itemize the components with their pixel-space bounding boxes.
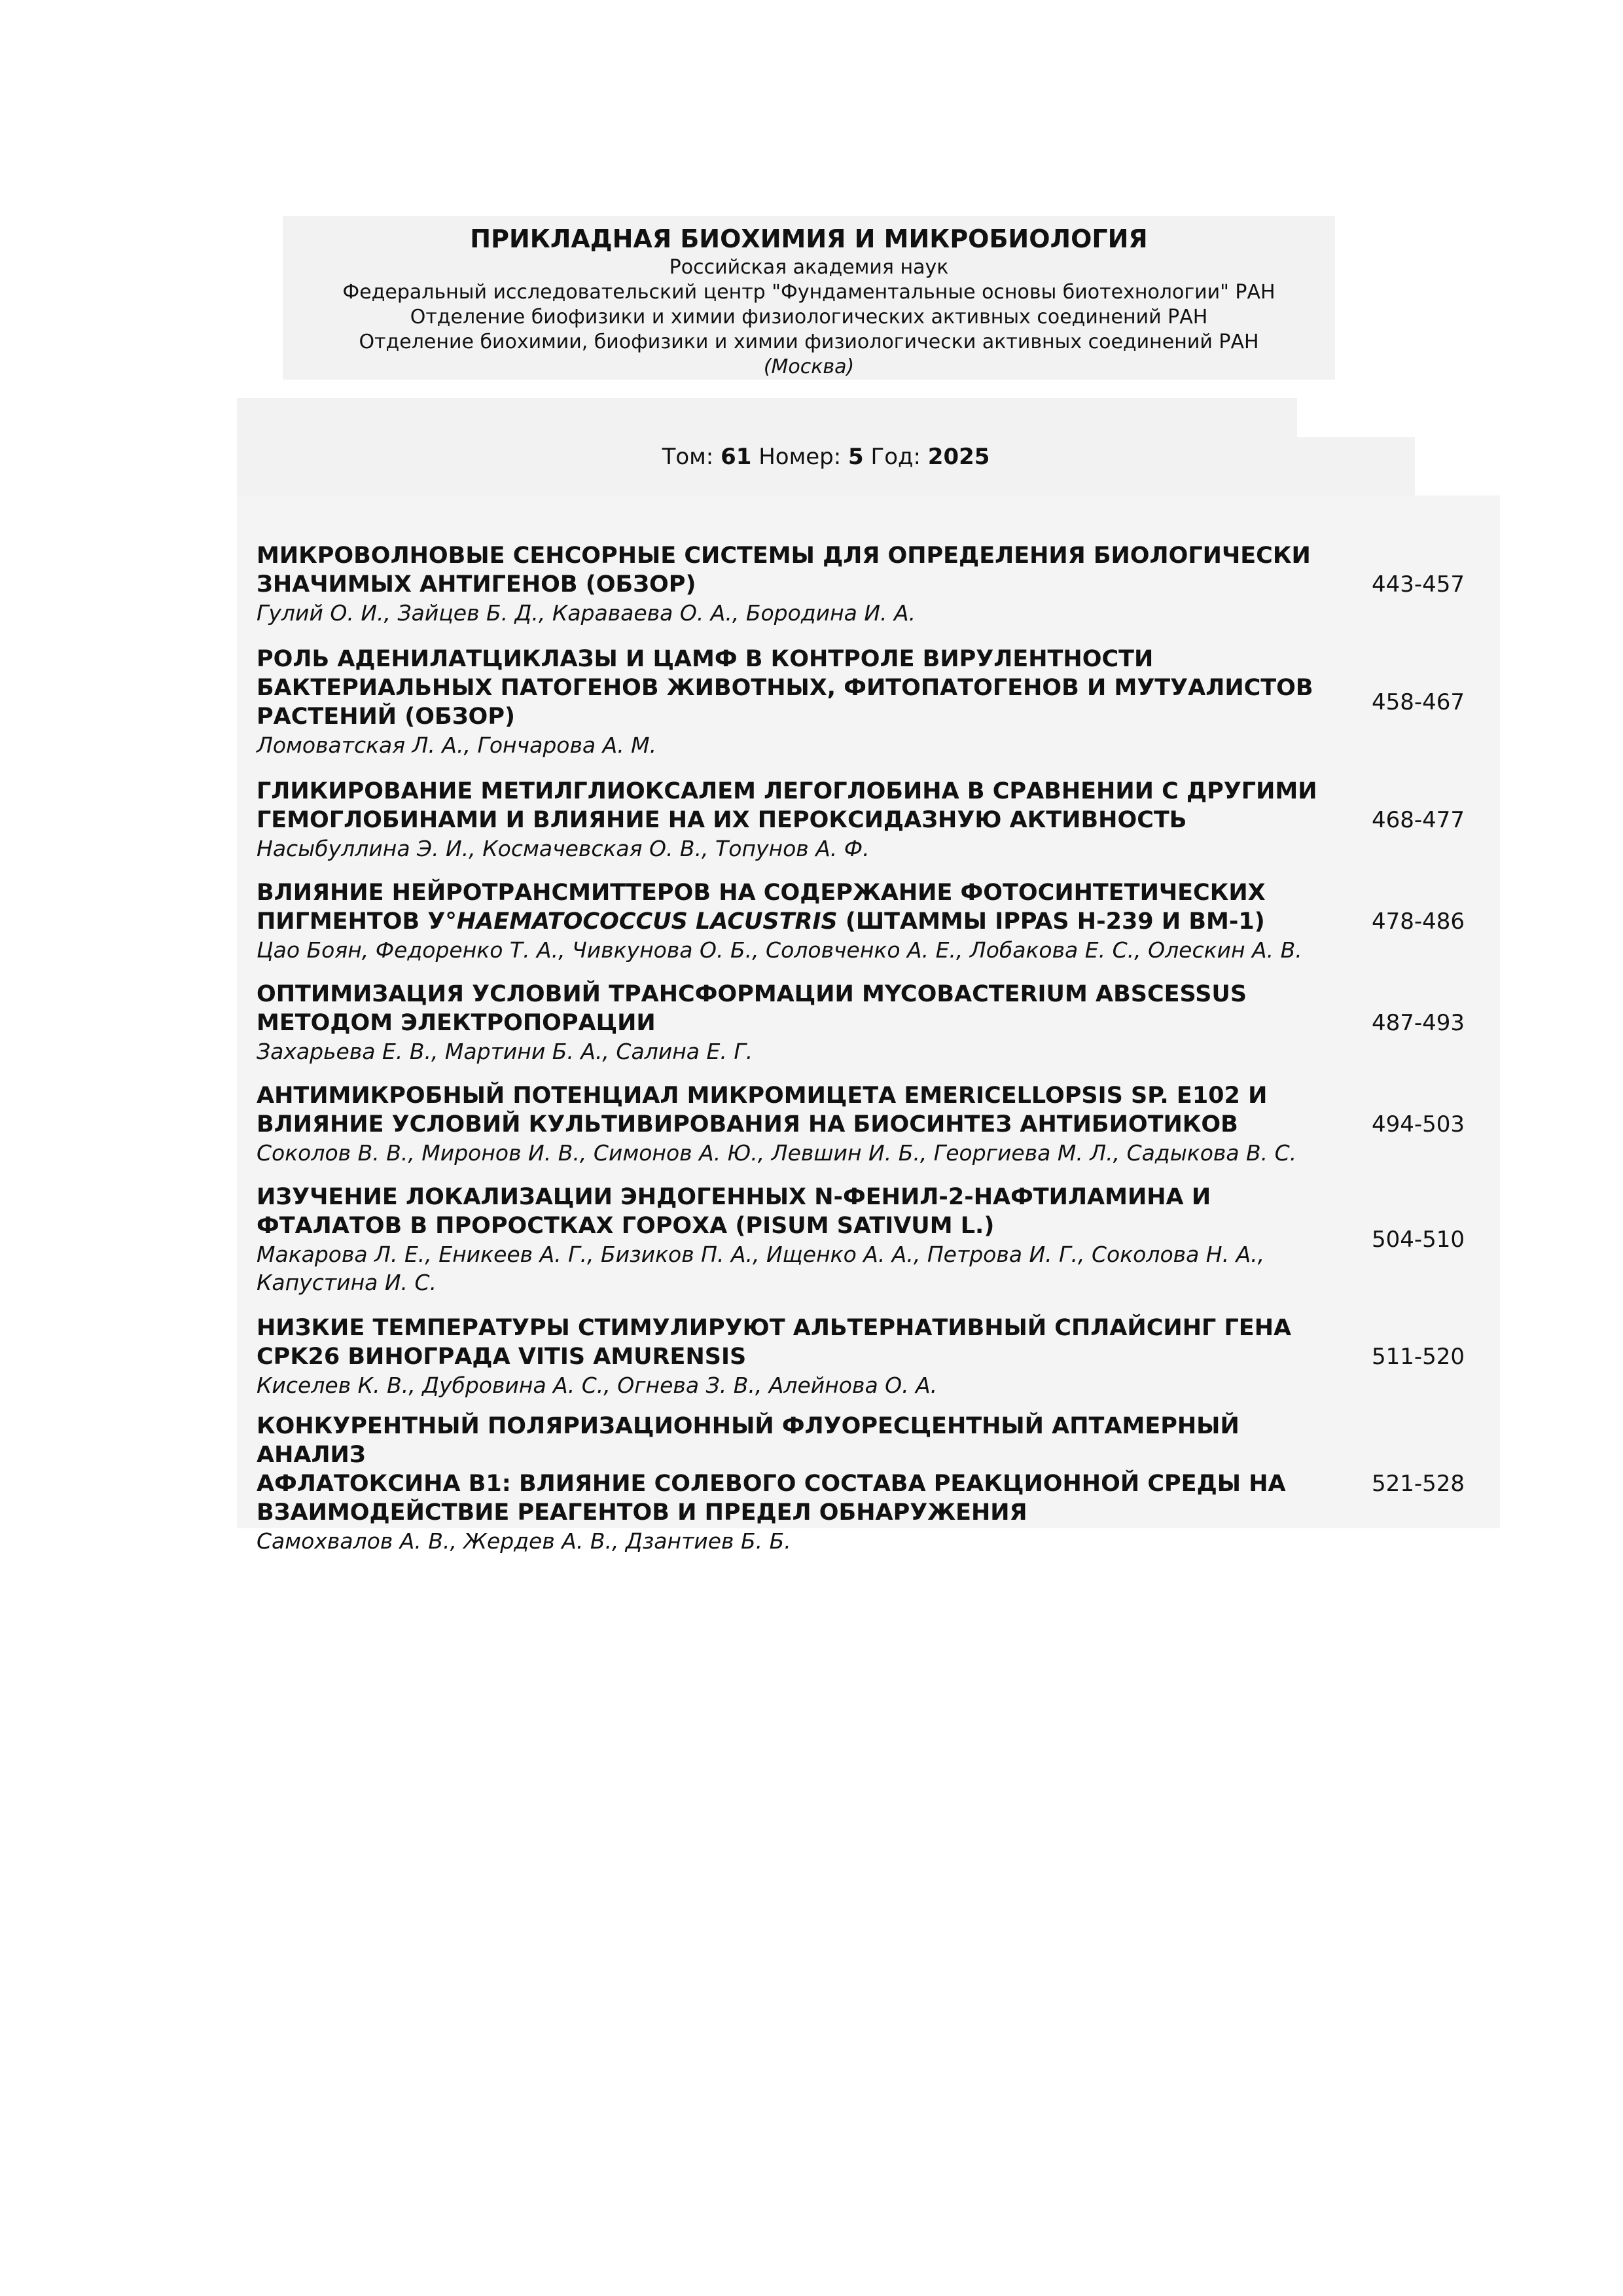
org-line: Российская академия наук [669, 256, 949, 279]
article-pages: 504-510 [1371, 1227, 1465, 1253]
org-line: Отделение биохимии, биофизики и химии физиологически активных соединений РАН [359, 331, 1259, 353]
article-pages: 468-477 [1371, 806, 1465, 833]
article-title[interactable]: ИЗУЧЕНИЕ ЛОКАЛИЗАЦИИ ЭНДОГЕННЫХ N-ФЕНИЛ-2-НАФТИЛАМИНА И ФТАЛАТОВ В ПРОРОСТКАХ ГОРОХА (PISUM SATIVUM L.) [257, 1184, 1211, 1239]
journal-header [283, 216, 1335, 380]
article-title[interactable]: ВЛИЯНИЕ НЕЙРОТРАНСМИТТЕРОВ НА СОДЕРЖАНИЕ ФОТОСИНТЕТИЧЕСКИХ ПИГМЕНТОВ У°HAEMATOCOCCUS LACUSTRIS (ШТАММЫ IPPAS H-239 И BM-1) [257, 880, 1266, 935]
volume-value: 61 [721, 444, 752, 470]
article-authors: Самохвалов А. В., Жердев А. В., Дзантиев Б. Б. [257, 1528, 791, 1554]
journal-city: (Москва) [763, 355, 855, 378]
article-pages: 443-457 [1371, 571, 1465, 598]
article-entry[interactable] [257, 1183, 1493, 1297]
article-pages: 478-486 [1371, 908, 1465, 935]
number-label: Номер: [758, 444, 842, 470]
year-label: Год: [870, 444, 921, 470]
article-entry[interactable] [257, 1412, 1493, 1555]
article-title[interactable]: РОЛЬ АДЕНИЛАТЦИКЛАЗЫ И ЦАМФ В КОНТРОЛЕ ВИРУЛЕНТНОСТИ БАКТЕРИАЛЬНЫХ ПАТОГЕНОВ ЖИВОТНЫХ, ФИТОПАТОГЕНОВ И МУТУАЛИСТОВ РАСТЕНИЙ (ОБЗОР) [257, 646, 1313, 730]
article-pages: 511-520 [1371, 1343, 1465, 1370]
article-entry[interactable] [257, 645, 1493, 759]
article-title[interactable]: ОПТИМИЗАЦИЯ УСЛОВИЙ ТРАНСФОРМАЦИИ MYCOBACTERIUM ABSCESSUS МЕТОДОМ ЭЛЕКТРОПОРАЦИИ [257, 981, 1247, 1036]
article-pages: 487-493 [1371, 1009, 1465, 1036]
article-entry[interactable] [257, 878, 1493, 964]
journal-title: ПРИКЛАДНАЯ БИОХИМИЯ И МИКРОБИОЛОГИЯ [470, 224, 1148, 253]
article-pages: 458-467 [1371, 689, 1465, 715]
article-title[interactable]: НИЗКИЕ ТЕМПЕРАТУРЫ СТИМУЛИРУЮТ АЛЬТЕРНАТИВНЫЙ СПЛАЙСИНГ ГЕНА CPK26 ВИНОГРАДА VITIS AMURENSIS [257, 1315, 1292, 1370]
number-value: 5 [848, 444, 864, 470]
volume-label: Том: [662, 444, 714, 470]
article-authors: Киселев К. В., Дубровина А. С., Огнева З. В., Алейнова О. А. [257, 1372, 938, 1398]
article-entry[interactable] [257, 1081, 1493, 1167]
issue-info [237, 437, 1415, 476]
article-authors: Ломоватская Л. А., Гончарова А. М. [257, 732, 657, 758]
article-title[interactable]: ГЛИКИРОВАНИЕ МЕТИЛГЛИОКСАЛЕМ ЛЕГОГЛОБИНА В СРАВНЕНИИ С ДРУГИМИ ГЕМОГЛОБИНАМИ И ВЛИЯНИЕ НА ИХ ПЕРОКСИДАЗНУЮ АКТИВНОСТЬ [257, 778, 1317, 833]
table-of-contents [237, 495, 1500, 1554]
article-authors: Насыбуллина Э. И., Космачевская О. В., Топунов А. Ф. [257, 836, 870, 861]
year-value: 2025 [927, 444, 990, 470]
org-line: Отделение биофизики и химии физиологических активных соединений РАН [410, 306, 1208, 329]
article-pages: 521-528 [1371, 1470, 1465, 1497]
species-name: HAEMATOCOCCUS LACUSTRIS [456, 908, 838, 935]
article-authors: Цао Боян, Федоренко Т. А., Чивкунова О. Б., Соловченко А. Е., Лобакова Е. С., Олескин А. В. [257, 937, 1302, 963]
article-authors: Соколов В. В., Миронов И. В., Симонов А. Ю., Левшин И. Б., Георгиева М. Л., Садыкова В. С. [257, 1140, 1297, 1166]
article-authors: Гулий О. И., Зайцев Б. Д., Караваева О. А., Бородина И. А. [257, 600, 916, 626]
article-title[interactable]: МИКРОВОЛНОВЫЕ СЕНСОРНЫЕ СИСТЕМЫ ДЛЯ ОПРЕДЕЛЕНИЯ БИОЛОГИЧЕСКИ ЗНАЧИМЫХ АНТИГЕНОВ (ОБЗОР) [257, 543, 1311, 598]
article-authors: Захарьева Е. В., Мартини Б. А., Салина Е. Г. [257, 1039, 753, 1064]
article-title[interactable]: АНТИМИКРОБНЫЙ ПОТЕНЦИАЛ МИКРОМИЦЕТА EMERICELLOPSIS SP. E102 И ВЛИЯНИЕ УСЛОВИЙ КУЛЬТИВИРОВАНИЯ НА БИОСИНТЕЗ АНТИБИОТИКОВ [257, 1083, 1268, 1138]
article-entry[interactable] [257, 541, 1493, 627]
article-entry[interactable] [257, 1314, 1493, 1399]
article-authors: Макарова Л. Е., Еникеев А. Г., Бизиков П. А., Ищенко А. А., Петрова И. Г., Соколова Н. А., Капустина И. С. [257, 1242, 1265, 1295]
article-title[interactable]: КОНКУРЕНТНЫЙ ПОЛЯРИЗАЦИОННЫЙ ФЛУОРЕСЦЕНТНЫЙ АПТАМЕРНЫЙ АНАЛИЗ АФЛАТОКСИНА B1: ВЛИЯНИЕ СОЛЕВОГО СОСТАВА РЕАКЦИОННОЙ СРЕДЫ НА ВЗАИМОДЕЙСТВИЕ РЕАГЕНТОВ И ПРЕДЕЛ ОБНАРУЖЕНИЯ [257, 1413, 1286, 1526]
article-pages: 494-503 [1371, 1111, 1465, 1138]
article-entry[interactable] [257, 980, 1493, 1066]
article-entry[interactable] [257, 777, 1493, 863]
org-line: Федеральный исследовательский центр "Фундаментальные основы биотехнологии" РАН [342, 281, 1275, 304]
